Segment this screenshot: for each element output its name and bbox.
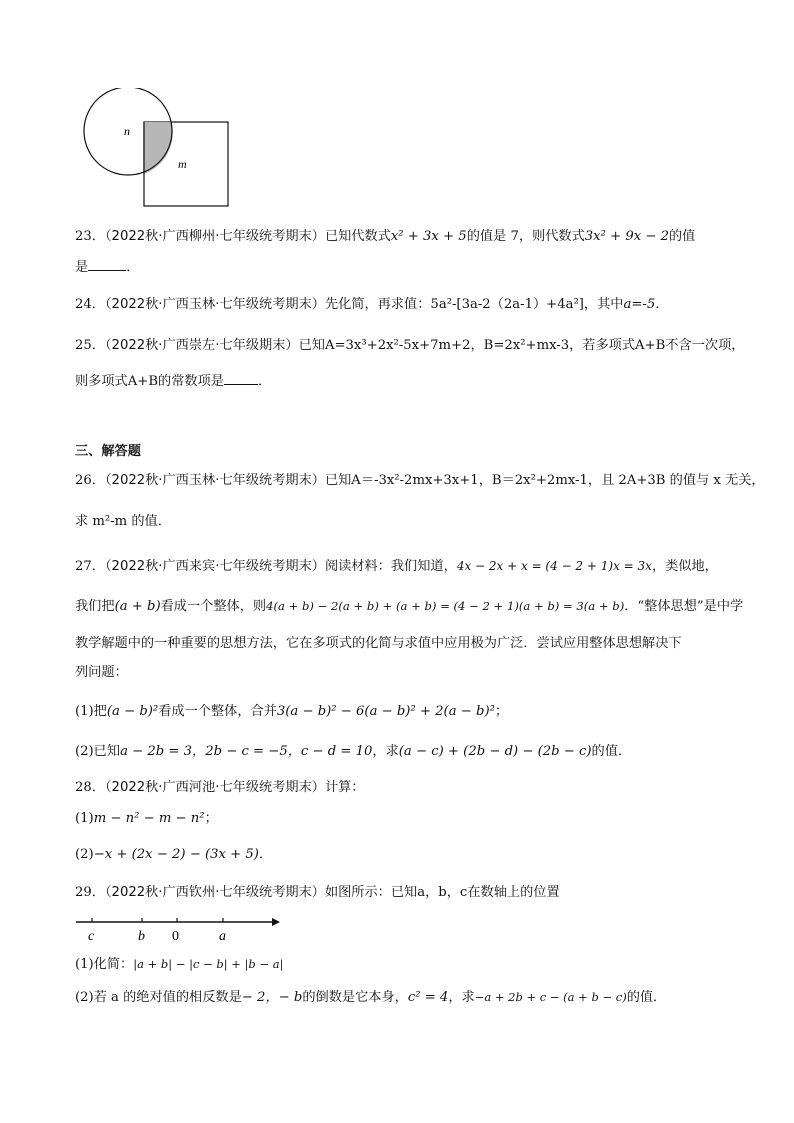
square-label: m: [178, 157, 187, 171]
answer-blank[interactable]: [224, 372, 258, 385]
question-27-part1: (1)把(a − b)²看成一个整体，合并3(a − b)² − 6(a − b)² + 2(a − b)²；: [75, 704, 509, 719]
math-expr: 4(a + b) − 2(a + b) + (a + b) = (4 − 2 + 1)(a + b) = 3(a + b): [266, 599, 625, 613]
math-expr: (a + b): [114, 599, 161, 614]
point-label-b: b: [138, 929, 145, 944]
question-29-part2: (2)若 a 的绝对值的相反数是− 2，− b的倒数是它本身，c² = 4，求−a + 2b + c − (a + b − c)的值．: [75, 990, 667, 1005]
math-expr: −x + (2x − 2) − (3x + 5): [93, 847, 259, 862]
circle-square-figure: [80, 88, 240, 210]
math-expr: m − n² − m − n²: [93, 811, 205, 826]
question-25: 25．（2022秋·广西崇左·七年级期末）已知A=3x³+2x²-5x+7m+2，B=2x²+mx-3，若多项式A+B不含一次项，: [75, 338, 745, 353]
question-23-line2: 是 ．: [75, 260, 140, 275]
question-number: 27．: [75, 559, 105, 574]
question-source: （2022秋·广西河池·七年级统考期末）: [104, 780, 325, 795]
number-line: [76, 912, 286, 946]
question-number: 23．: [75, 229, 105, 244]
math-expr: (a − b)²: [106, 704, 159, 719]
math-expr: 3(a − b)² − 6(a − b)² + 2(a − b)²: [276, 704, 495, 719]
math-expr: − 2，− b: [241, 990, 303, 1005]
question-28: 28．（2022秋·广西河池·七年级统考期末）计算：: [75, 780, 365, 795]
question-27-line3: 教学解题中的一种重要的思想方法，它在多项式的化简与求值中应用极为广泛．尝试应用整体思想解决下: [75, 636, 682, 651]
question-29: 29．（2022秋·广西钦州·七年级统考期末）如图所示：已知a，b，c在数轴上的位置: [75, 885, 560, 900]
question-source: （2022秋·广西玉林·七年级统考期末）: [104, 473, 325, 488]
section-heading: 三、解答题: [75, 444, 141, 459]
question-number: 29．: [75, 885, 105, 900]
question-25-line2: 则多项式A+B的常数项是 ．: [75, 374, 272, 389]
question-number: 26．: [75, 473, 105, 488]
question-27-line4: 列问题：: [75, 665, 128, 680]
question-source: （2022秋·广西玉林·七年级统考期末）: [104, 297, 325, 312]
circle-label: n: [124, 124, 130, 138]
math-expr: (a − c) + (2b − d) − (2b − c): [398, 744, 592, 759]
question-source: （2022秋·广西钦州·七年级统考期末）: [104, 885, 325, 900]
question-source: （2022秋·广西崇左·七年级期末）: [104, 338, 299, 353]
question-source: （2022秋·广西来宾·七年级统考期末）: [104, 559, 325, 574]
math-expr: 3x² + 9x − 2: [584, 229, 669, 244]
question-29-part1: (1)化简：|a + b| − |c − b| + |b − a|: [75, 957, 284, 972]
question-26-line2: 求 m²-m 的值．: [75, 514, 171, 529]
math-expr: |a + b| − |c − b| + |b − a|: [133, 957, 284, 971]
question-source: （2022秋·广西柳州·七年级统考期末）: [104, 229, 325, 244]
question-number: 28．: [75, 780, 105, 795]
point-label-zero: 0: [172, 929, 179, 944]
arrow-icon: [272, 918, 280, 926]
question-24: 24．（2022秋·广西玉林·七年级统考期末）先化简，再求值：5a²-[3a-2（2a-1）+4a²]，其中a=-5．: [75, 297, 669, 312]
question-27-part2: (2)已知a − 2b = 3，2b − c = −5，c − d = 10，求(a − c) + (2b − d) − (2b − c)的值．: [75, 744, 632, 759]
question-26: 26．（2022秋·广西玉林·七年级统考期末）已知A＝-3x²-2mx+3x+1，B＝2x²+2mx-1，且 2A+3B 的值与 x 无关，: [75, 473, 765, 488]
question-27: 27．（2022秋·广西来宾·七年级统考期末）阅读材料：我们知道，4x − 2x + x = (4 − 2 + 1)x = 3x，类似地，: [75, 559, 718, 574]
math-expr: a − 2b = 3，2b − c = −5，c − d = 10: [120, 744, 373, 759]
point-label-c: c: [88, 929, 95, 944]
math-expr: 4x − 2x + x = (4 − 2 + 1)x = 3x: [456, 559, 652, 573]
question-23: 23．（2022秋·广西柳州·七年级统考期末）已知代数式x² + 3x + 5的值是 7，则代数式3x² + 9x − 2的值: [75, 229, 696, 244]
question-number: 25．: [75, 338, 105, 353]
question-number: 24．: [75, 297, 105, 312]
question-27-line2: 我们把(a + b)看成一个整体，则4(a + b) − 2(a + b) + (a + b) = (4 − 2 + 1)(a + b) = 3(a + b)．“整体思想”是中学: [75, 599, 744, 614]
question-28-part2: (2)−x + (2x − 2) − (3x + 5)．: [75, 847, 273, 862]
math-expr: −a + 2b + c − (a + b − c): [474, 990, 627, 1004]
question-28-part1: (1)m − n² − m − n²；: [75, 811, 218, 826]
point-label-a: a: [219, 929, 226, 944]
math-expr: x² + 3x + 5: [390, 229, 467, 244]
math-expr: c² = 4: [407, 990, 449, 1005]
answer-blank[interactable]: [88, 258, 126, 271]
